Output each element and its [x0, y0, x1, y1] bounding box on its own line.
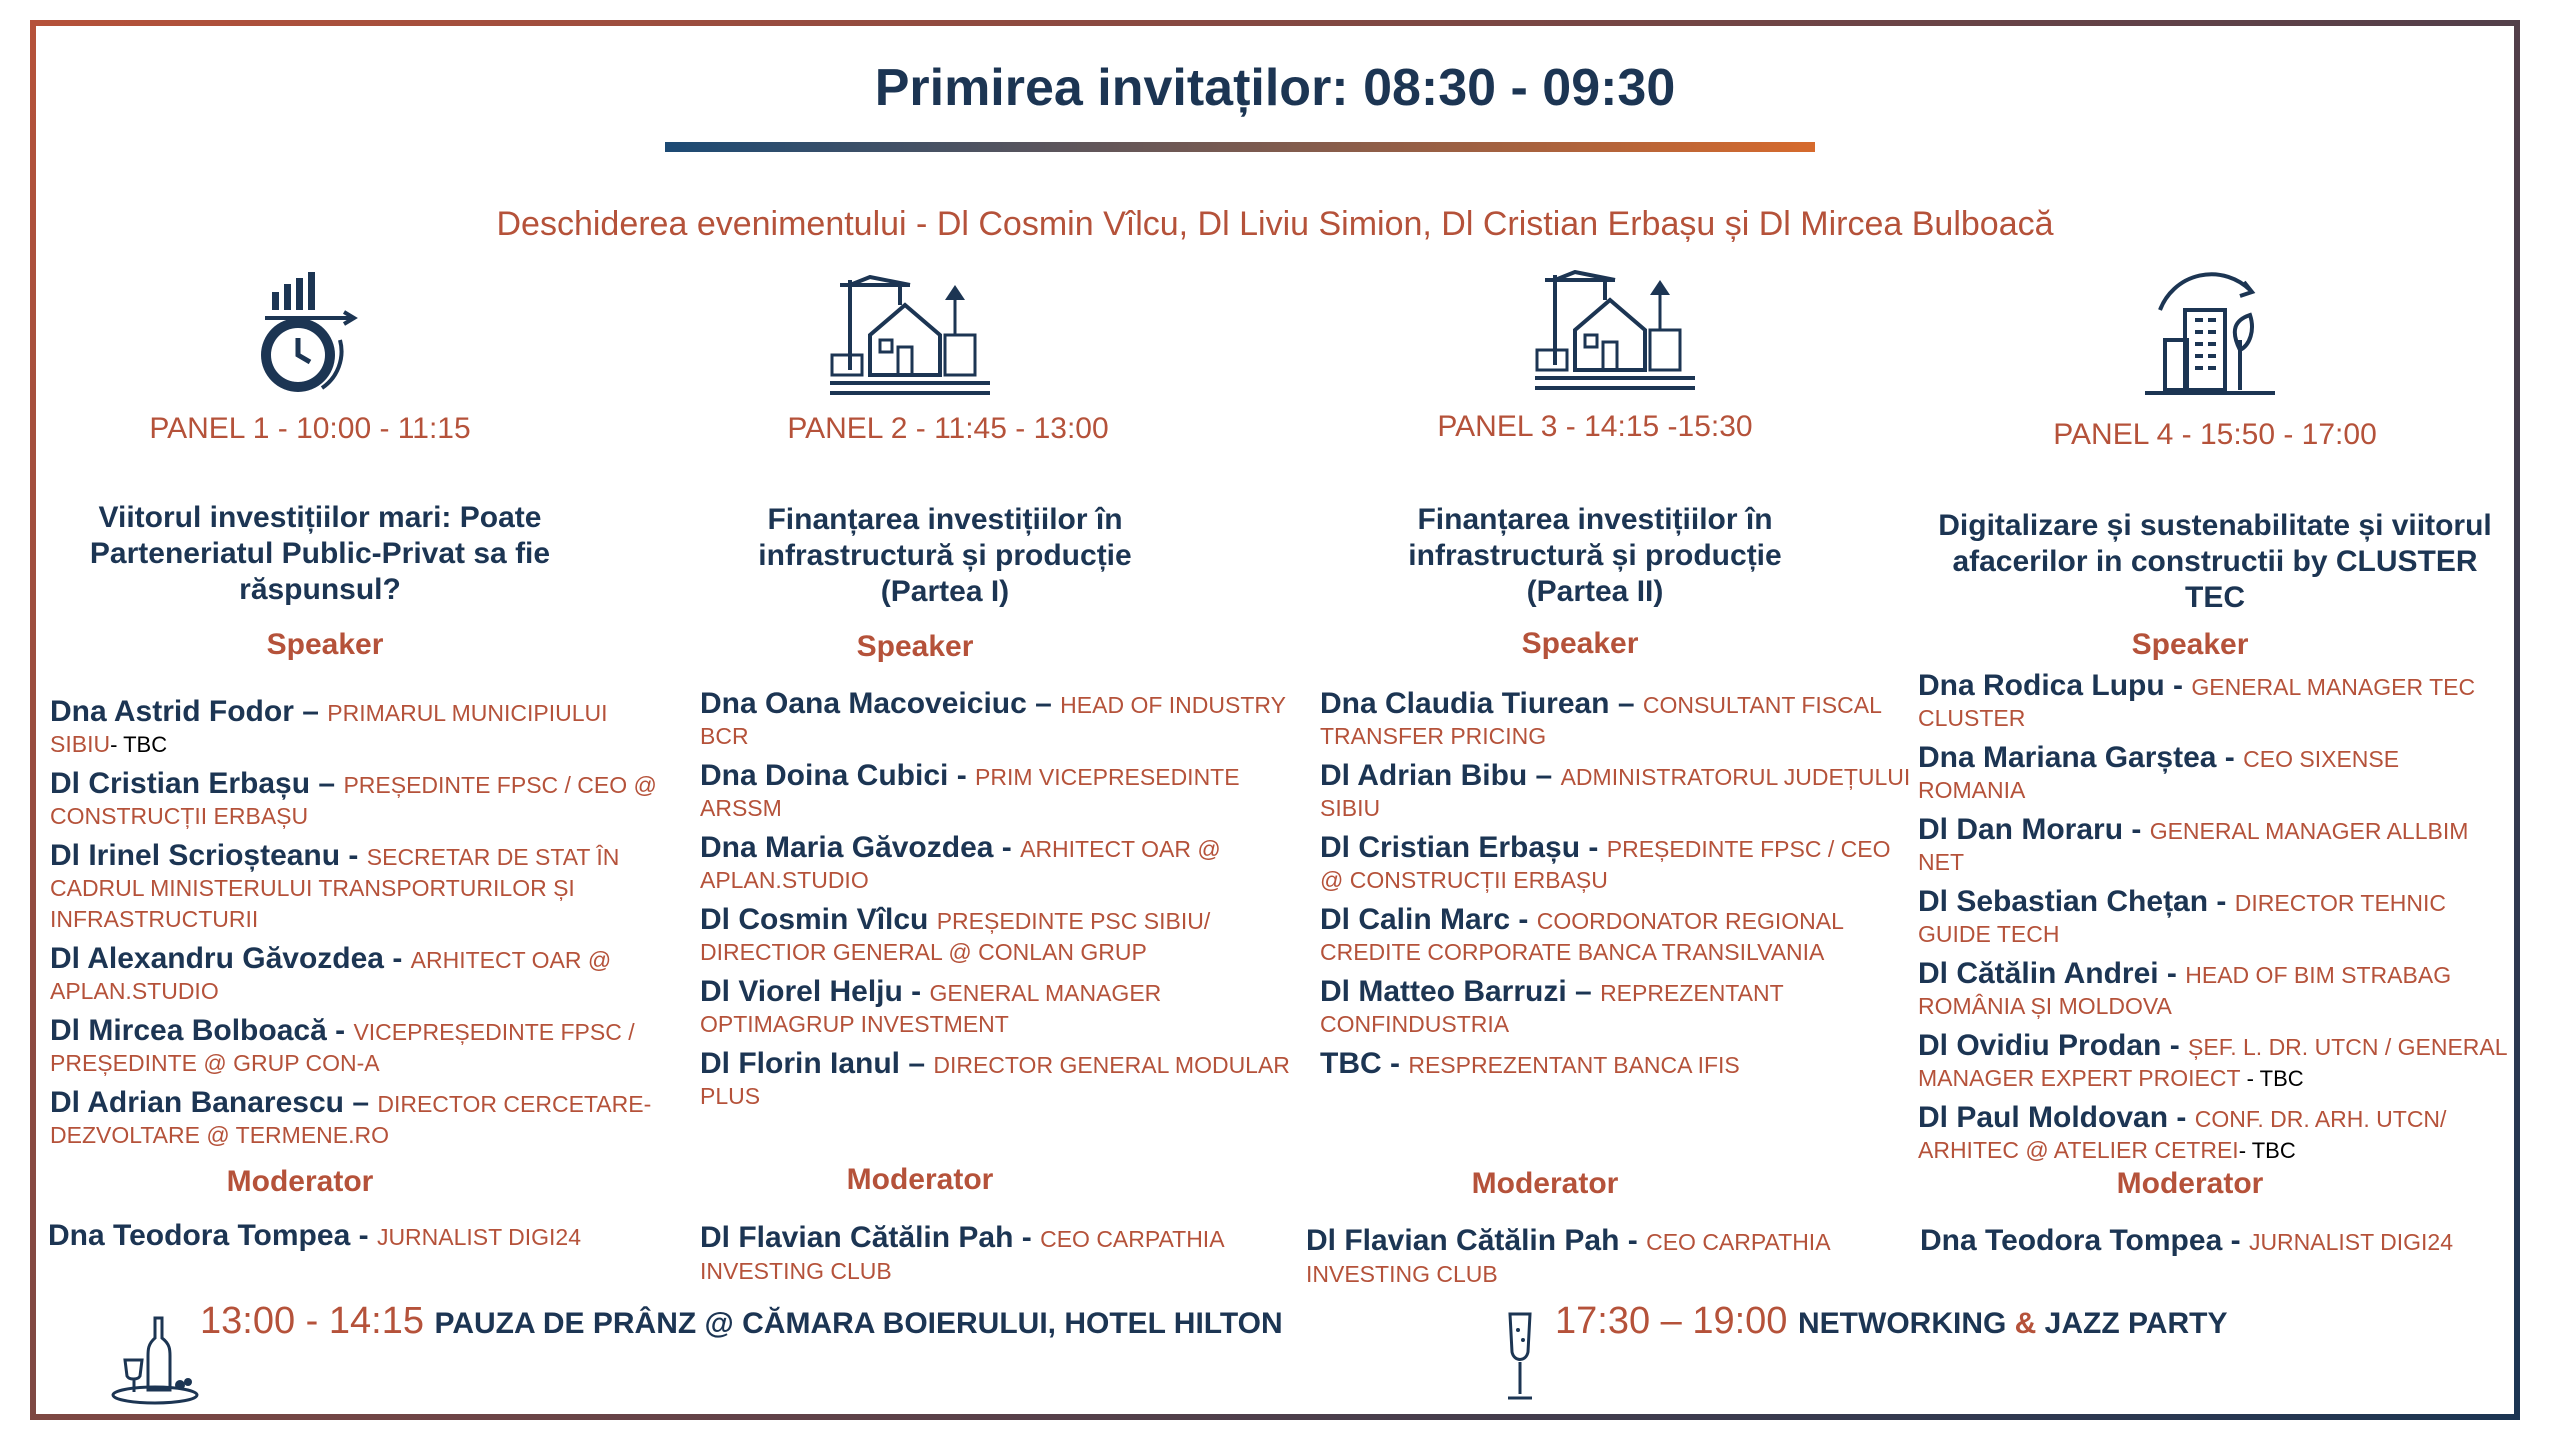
- speaker-role: RESPREZENTANT BANCA IFIS: [1408, 1052, 1740, 1078]
- speaker-entry: [1320, 1048, 1920, 1081]
- speaker-separator: -: [2216, 741, 2244, 774]
- speaker-entry: [700, 832, 1300, 896]
- panel-1-speakers: [50, 696, 670, 1159]
- sustainable-building-icon: [2140, 270, 2280, 400]
- speaker-entry: [1918, 742, 2508, 806]
- lunch-text: PAUZA DE PRÂNZ @ CĂMARA BOIERULUI, HOTEL HILTON: [434, 1307, 1283, 1340]
- speaker-tbc: - TBC: [2238, 1138, 2296, 1163]
- panel-2-speakers: [700, 688, 1300, 1120]
- panel-4-moderator-label: Moderator: [2116, 1167, 2264, 1200]
- speaker-separator: -: [1381, 1047, 1409, 1080]
- speaker-tbc: - TBC: [2240, 1066, 2304, 1091]
- speaker-entry: [1320, 760, 1920, 824]
- dining-icon: [110, 1310, 200, 1405]
- speaker-name: Dna Astrid Fodor: [50, 695, 294, 728]
- panel-3-title: Finanțarea investițiilor în infrastructură și producție (Partea II): [1408, 503, 1782, 608]
- speaker-entry: [50, 1087, 670, 1151]
- panel-4-time: PANEL 4 - 15:50 - 17:00: [2053, 418, 2377, 451]
- speaker-role: GENERAL MANAGER TEC CLUSTER: [1918, 674, 2476, 731]
- speaker-separator: -: [2208, 885, 2235, 918]
- panel-3-moderator: [1306, 1225, 1926, 1290]
- speaker-entry: [700, 760, 1300, 824]
- speaker-role: DIRECTOR TEHNIC GUIDE TECH: [1918, 890, 2447, 947]
- speaker-entry: [1918, 670, 2508, 734]
- networking-time: 17:30 – 19:00: [1555, 1300, 1788, 1342]
- panel-1-title: Viitorul investițiilor mari: Poate Parteneriatul Public-Privat sa fie răspunsul?: [89, 501, 551, 606]
- speaker-separator: –: [1527, 759, 1561, 792]
- networking-amp: &: [2006, 1307, 2045, 1340]
- panel-2-time: PANEL 2 - 11:45 - 13:00: [787, 412, 1109, 445]
- speaker-name: Dl Irinel Scrioșteanu: [50, 839, 341, 872]
- speaker-name: Dl Mircea Bolboacă: [50, 1014, 327, 1047]
- speaker-role: COORDONATOR REGIONAL CREDITE CORPORATE BANCA TRANSILVANIA: [1320, 908, 1844, 965]
- speaker-separator: -: [340, 839, 367, 872]
- speaker-entry: [1320, 976, 1920, 1040]
- panel-4-speaker-label: Speaker: [2131, 628, 2249, 661]
- speaker-role: HEAD OF BIM STRABAG ROMÂNIA ȘI MOLDOVA: [1918, 962, 2452, 1019]
- speaker-name: Dna Oana Macoveiciuc: [700, 687, 1027, 720]
- title-divider: [665, 142, 1815, 152]
- speaker-role: ȘEF. L. DR. UTCN / GENERAL MANAGER EXPERT PROIECT: [1918, 1034, 2507, 1091]
- speaker-separator: -: [2168, 1101, 2195, 1134]
- speaker-role: HEAD OF INDUSTRY BCR: [700, 692, 1286, 749]
- panel-1-speaker-label: Speaker: [266, 628, 384, 661]
- moderator-role: JURNALIST DIGI24: [2248, 1229, 2454, 1255]
- opening-line: Deschiderea evenimentului - Dl Cosmin Vîlcu, Dl Liviu Simion, Dl Cristian Erbașu și Dl Mircea Bulboacă: [496, 205, 2054, 243]
- speaker-role: PREȘEDINTE PSC SIBIU/ DIRECTIOR GENERAL @ CONLAN GRUP: [700, 908, 1211, 965]
- speaker-name: Dl Alexandru Găvozdea: [50, 942, 384, 975]
- construction-icon: [830, 275, 990, 400]
- speaker-name: Dl Sebastian Chețan: [1918, 885, 2209, 918]
- moderator-separator: -: [350, 1219, 377, 1252]
- speaker-name: Dl Adrian Bibu: [1320, 759, 1528, 792]
- speaker-separator: -: [383, 942, 411, 975]
- speaker-name: Dna Claudia Tiurean: [1320, 687, 1610, 720]
- speaker-entry: [700, 904, 1300, 968]
- speaker-separator: –: [1566, 975, 1601, 1008]
- speaker-role: PREȘEDINTE FPSC / CEO @ CONSTRUCȚII ERBAȘU: [50, 772, 657, 829]
- jazz-party-label: JAZZ PARTY: [2044, 1307, 2228, 1340]
- speaker-entry: [50, 768, 670, 832]
- panel-2-title: Finanțarea investițiilor în infrastructură și producție (Partea I): [758, 503, 1132, 608]
- moderator-name: Dl Flavian Cătălin Pah: [1306, 1224, 1620, 1257]
- speaker-entry: [1320, 904, 1920, 968]
- speaker-separator: -: [993, 831, 1021, 864]
- speaker-name: Dl Paul Moldovan: [1918, 1101, 2169, 1134]
- speaker-separator: -: [2161, 1029, 2189, 1062]
- panel-3-speaker-label: Speaker: [1521, 627, 1639, 660]
- speaker-name: Dl Florin Ianul: [700, 1047, 900, 1080]
- speaker-separator: -: [326, 1014, 354, 1047]
- speaker-role: CONSULTANT FISCAL TRANSFER PRICING: [1320, 692, 1882, 749]
- speaker-role: PRIM VICEPRESEDINTE ARSSM: [700, 764, 1240, 821]
- speaker-name: Dna Maria Găvozdea: [700, 831, 994, 864]
- speaker-separator: -: [1580, 831, 1607, 864]
- speaker-separator: -: [2164, 669, 2192, 702]
- speaker-role: DIRECTOR GENERAL MODULAR PLUS: [700, 1052, 1290, 1109]
- speaker-entry: [1918, 1030, 2508, 1094]
- speaker-entry: [1918, 814, 2508, 878]
- speaker-separator: –: [310, 767, 344, 800]
- panel-3-time: PANEL 3 - 14:15 -15:30: [1437, 410, 1753, 443]
- speaker-separator: -: [2158, 957, 2186, 990]
- speaker-entry: [1320, 688, 1920, 752]
- moderator-name: Dna Teodora Tompea: [1920, 1224, 2223, 1257]
- panel-3-moderator-label: Moderator: [1471, 1167, 1619, 1200]
- speaker-name: Dna Doina Cubici: [700, 759, 949, 792]
- construction-icon: [1535, 270, 1695, 395]
- speaker-name: Dna Rodica Lupu: [1918, 669, 2165, 702]
- speaker-separator: –: [1609, 687, 1643, 720]
- lunch-break: [200, 1300, 1283, 1343]
- speaker-entry: [700, 1048, 1300, 1112]
- panel-4-speakers: [1918, 670, 2508, 1174]
- moderator-separator: -: [1013, 1221, 1041, 1254]
- moderator-role: JURNALIST DIGI24: [376, 1224, 582, 1250]
- moderator-name: Dl Flavian Cătălin Pah: [700, 1221, 1014, 1254]
- speaker-entry: [1918, 1102, 2508, 1166]
- speaker-name: Dl Adrian Banarescu: [50, 1086, 344, 1119]
- speaker-name: Dl Dan Moraru: [1918, 813, 2124, 846]
- speaker-entry: [1918, 886, 2508, 950]
- speaker-tbc: - TBC: [110, 732, 168, 757]
- speaker-separator: -: [948, 759, 976, 792]
- panel-1-time: PANEL 1 - 10:00 - 11:15: [149, 412, 471, 445]
- speaker-entry: [1918, 958, 2508, 1022]
- speaker-role: REPREZENTANT CONFINDUSTRIA: [1320, 980, 1784, 1037]
- speaker-name: TBC: [1320, 1047, 1382, 1080]
- champagne-glass-icon: [1500, 1310, 1540, 1405]
- speaker-role: PREȘEDINTE FPSC / CEO @ CONSTRUCȚII ERBAȘU: [1320, 836, 1891, 893]
- speaker-entry: [50, 696, 670, 760]
- speaker-role: CEO SIXENSE ROMANIA: [1918, 746, 2400, 803]
- speaker-name: Dl Cristian Erbașu: [50, 767, 311, 800]
- moderator-role: CEO CARPATHIA INVESTING CLUB: [1306, 1229, 1830, 1287]
- speaker-entry: [700, 688, 1300, 752]
- speaker-role: GENERAL MANAGER OPTIMAGRUP INVESTMENT: [700, 980, 1162, 1037]
- panel-1-moderator-label: Moderator: [226, 1165, 374, 1198]
- speaker-entry: [50, 943, 670, 1007]
- speaker-separator: [928, 903, 936, 936]
- speaker-entry: [50, 840, 670, 935]
- panel-2-speaker-label: Speaker: [856, 630, 974, 663]
- speaker-name: Dl Viorel Helju: [700, 975, 903, 1008]
- speaker-name: Dl Calin Marc: [1320, 903, 1511, 936]
- speaker-role: DIRECTOR CERCETARE-DEZVOLTARE @ TERMENE.RO: [50, 1091, 652, 1148]
- speaker-separator: –: [293, 695, 328, 728]
- panel-1-moderator: [48, 1220, 668, 1253]
- speaker-role: ARHITECT OAR @ APLAN.STUDIO: [50, 947, 612, 1004]
- networking-event: [1555, 1300, 2227, 1343]
- speaker-role: PRIMARUL MUNICIPIULUI SIBIU: [50, 700, 608, 757]
- speaker-separator: –: [900, 1047, 934, 1080]
- speaker-name: Dl Cosmin Vîlcu: [700, 903, 929, 936]
- moderator-role: CEO CARPATHIA INVESTING CLUB: [700, 1226, 1224, 1284]
- panel-4-moderator: [1920, 1225, 2520, 1258]
- networking-label: NETWORKING: [1798, 1307, 2007, 1340]
- panel-2-moderator-label: Moderator: [846, 1163, 994, 1196]
- speaker-role: SECRETAR DE STAT ÎN CADRUL MINISTERULUI TRANSPORTURILOR ȘI INFRASTRUCTURII: [50, 844, 620, 932]
- speaker-name: Dna Mariana Garștea: [1918, 741, 2217, 774]
- speaker-separator: –: [343, 1086, 378, 1119]
- panel-2-moderator: [700, 1222, 1300, 1287]
- speaker-name: Dl Ovidiu Prodan: [1918, 1029, 2162, 1062]
- moderator-separator: -: [2222, 1224, 2249, 1257]
- speaker-name: Dl Cătălin Andrei: [1918, 957, 2159, 990]
- speaker-entry: [50, 1015, 670, 1079]
- speaker-separator: –: [1026, 687, 1061, 720]
- speaker-role: ARHITECT OAR @ APLAN.STUDIO: [700, 836, 1221, 893]
- panel-3-speakers: [1320, 688, 1920, 1089]
- speaker-name: Dl Cristian Erbașu: [1320, 831, 1581, 864]
- speaker-role: VICEPREȘEDINTE FPSC / PREȘEDINTE @ GRUP CON-A: [50, 1019, 635, 1076]
- panel-4-title: Digitalizare și sustenabilitate și viitorul afacerilor in constructii by CLUSTER TEC: [1938, 509, 2492, 614]
- speaker-separator: -: [1510, 903, 1537, 936]
- moderator-name: Dna Teodora Tompea: [48, 1219, 351, 1252]
- speaker-role: ADMINISTRATORUL JUDEȚULUI SIBIU: [1320, 764, 1911, 821]
- clock-chart-icon: [250, 270, 370, 395]
- speaker-role: CONF. DR. ARH. UTCN/ ARHITEC @ ATELIER CETREI: [1918, 1106, 2447, 1163]
- speaker-separator: -: [902, 975, 930, 1008]
- moderator-separator: -: [1619, 1224, 1647, 1257]
- speaker-role: GENERAL MANAGER ALLBIM NET: [1918, 818, 2469, 875]
- speaker-entry: [1320, 832, 1920, 896]
- speaker-separator: -: [2123, 813, 2150, 846]
- speaker-entry: [700, 976, 1300, 1040]
- lunch-time: 13:00 - 14:15: [200, 1300, 424, 1342]
- speaker-name: Dl Matteo Barruzi: [1320, 975, 1567, 1008]
- page-title: Primirea invitaților: 08:30 - 09:30: [874, 59, 1676, 117]
